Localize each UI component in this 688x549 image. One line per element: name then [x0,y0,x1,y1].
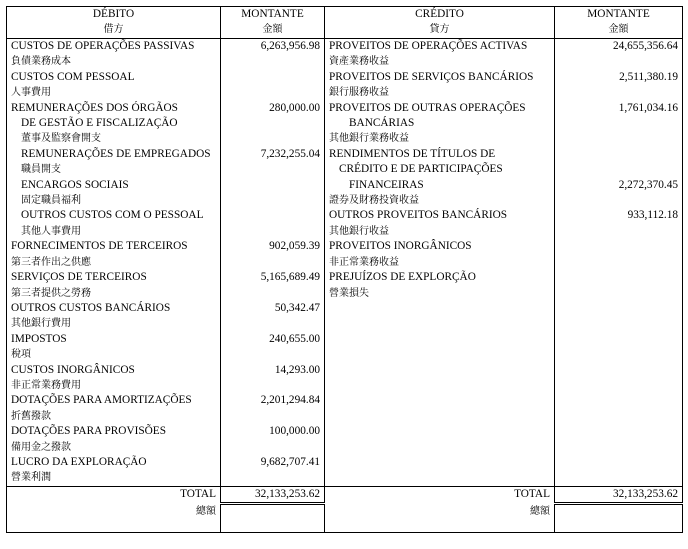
debit-amount [221,70,325,85]
table-row [7,54,683,69]
debit-amount: 9,682,707.41 [221,455,325,470]
credit-item: 非正常業務收益 [325,255,555,270]
credit-item [325,301,555,316]
table-row [7,162,683,177]
debit-amount: 280,000.00 [221,101,325,116]
debit-item: 董事及監察會開支 [7,131,221,146]
debit-item: 第三者作出之供應 [7,255,221,270]
credit-item: 其他銀行收益 [325,224,555,239]
credit-item [325,347,555,362]
debit-item: 其他銀行費用 [7,316,221,331]
debit-amount: 100,000.00 [221,424,325,439]
debit-amount [221,178,325,193]
credit-item [325,378,555,393]
debit-item: 非正常業務費用 [7,378,221,393]
statement-rows [7,39,683,487]
debit-item: 其他人事費用 [7,224,221,239]
debit-amount [221,440,325,455]
debit-item: DE GESTÃO E FISCALIZAÇÃO [7,116,221,131]
debit-item: CUSTOS DE OPERAÇÕES PASSIVAS [7,39,221,55]
credit-amount: 2,511,380.19 [555,70,683,85]
table-row [7,470,683,486]
credit-item: 其他銀行業務收益 [325,131,555,146]
credit-amount [555,286,683,301]
table-row [7,178,683,193]
debit-total-blank [221,504,325,533]
table-row [7,224,683,239]
table-row [7,316,683,331]
credit-item [325,363,555,378]
credit-amount [555,378,683,393]
debit-amount: 902,059.39 [221,239,325,254]
credit-total-amount: 32,133,253.62 [555,486,683,503]
debit-amount: 7,232,255.04 [221,147,325,162]
credit-item [325,393,555,408]
credit-item: PROVEITOS DE OUTRAS OPERAÇÕES [325,101,555,116]
credit-amount [555,85,683,100]
credit-item: RENDIMENTOS DE TÍTULOS DE [325,147,555,162]
total-row [7,486,683,503]
table-row [7,393,683,408]
credit-header: CRÉDITO 貸方 [325,7,555,39]
debit-amount: 14,293.00 [221,363,325,378]
debit-amount [221,131,325,146]
credit-item [325,440,555,455]
debit-item: REMUNERAÇÕES DOS ÓRGÃOS [7,101,221,116]
credit-amount [555,224,683,239]
credit-amount [555,409,683,424]
debit-amount [221,162,325,177]
debit-item: 人事費用 [7,85,221,100]
credit-amount [555,393,683,408]
debit-item: 職員開支 [7,162,221,177]
debit-item: OUTROS CUSTOS BANCÁRIOS [7,301,221,316]
credit-amount [555,470,683,486]
debit-total-label-zh: 總額 [7,504,221,533]
debit-amount [221,193,325,208]
header-row [7,7,683,39]
credit-item: 銀行服務收益 [325,85,555,100]
debit-item: FORNECIMENTOS DE TERCEIROS [7,239,221,254]
debit-item: DOTAÇÕES PARA AMORTIZAÇÕES [7,393,221,408]
debit-item: REMUNERAÇÕES DE EMPREGADOS [7,147,221,162]
debit-header: DÉBITO 借方 [7,7,221,39]
debit-amount [221,347,325,362]
table-row [7,39,683,55]
credit-amount [555,440,683,455]
credit-item: CRÉDITO E DE PARTICIPAÇÕES [325,162,555,177]
table-row [7,116,683,131]
debit-amount [221,378,325,393]
table-row [7,301,683,316]
credit-amount [555,301,683,316]
table-row [7,70,683,85]
debit-item: OUTROS CUSTOS COM O PESSOAL [7,208,221,223]
debit-amount [221,208,325,223]
credit-item: FINANCEIRAS [325,178,555,193]
debit-item: 第三者提供之勞務 [7,286,221,301]
debit-total-label: TOTAL [7,486,221,503]
credit-item [325,470,555,486]
credit-amount [555,54,683,69]
debit-amount: 240,655.00 [221,332,325,347]
debit-amount [221,224,325,239]
credit-amount-header: MONTANTE 金額 [555,7,683,39]
debit-amount [221,85,325,100]
credit-item: 營業損失 [325,286,555,301]
table-row [7,270,683,285]
table-row [7,440,683,455]
credit-item [325,409,555,424]
credit-amount [555,332,683,347]
table-row [7,347,683,362]
credit-amount [555,193,683,208]
credit-amount [555,131,683,146]
credit-item: PREJUÍZOS DE EXPLORÇÃO [325,270,555,285]
debit-amount-header: MONTANTE 金額 [221,7,325,39]
debit-item: IMPOSTOS [7,332,221,347]
credit-item [325,424,555,439]
credit-amount [555,363,683,378]
debit-amount: 2,201,294.84 [221,393,325,408]
credit-item: PROVEITOS INORGÂNICOS [325,239,555,254]
credit-amount: 1,761,034.16 [555,101,683,116]
credit-item: 證券及財務投資收益 [325,193,555,208]
table-row [7,286,683,301]
debit-item: 折舊撥款 [7,409,221,424]
debit-item: DOTAÇÕES PARA PROVISÕES [7,424,221,439]
credit-total-blank [555,504,683,533]
total-zh-row [7,504,683,533]
table-row [7,85,683,100]
credit-item [325,316,555,331]
table-row [7,208,683,223]
table-row [7,239,683,254]
credit-item: PROVEITOS DE OPERAÇÕES ACTIVAS [325,39,555,55]
credit-amount [555,347,683,362]
debit-item: 備用金之撥款 [7,440,221,455]
credit-amount [555,316,683,331]
credit-item [325,332,555,347]
debit-amount [221,54,325,69]
table-row [7,101,683,116]
debit-item: CUSTOS COM PESSOAL [7,70,221,85]
credit-item: PROVEITOS DE SERVIÇOS BANCÁRIOS [325,70,555,85]
table-row [7,424,683,439]
debit-amount [221,286,325,301]
debit-amount [221,409,325,424]
table-row [7,332,683,347]
table-row [7,147,683,162]
table-row [7,363,683,378]
table-row [7,193,683,208]
credit-amount [555,147,683,162]
table-row [7,409,683,424]
debit-item: 負債業務成本 [7,54,221,69]
table-row [7,255,683,270]
table-row [7,378,683,393]
credit-amount [555,424,683,439]
credit-amount: 24,655,356.64 [555,39,683,55]
debit-amount: 50,342.47 [221,301,325,316]
debit-amount [221,255,325,270]
debit-item: 營業利潤 [7,470,221,486]
credit-amount: 2,272,370.45 [555,178,683,193]
debit-amount [221,116,325,131]
debit-item: 稅項 [7,347,221,362]
debit-item: CUSTOS INORGÂNICOS [7,363,221,378]
debit-item: ENCARGOS SOCIAIS [7,178,221,193]
credit-item: OUTROS PROVEITOS BANCÁRIOS [325,208,555,223]
debit-item: SERVIÇOS DE TERCEIROS [7,270,221,285]
credit-amount [555,239,683,254]
table-row [7,131,683,146]
profit-and-loss-statement [6,6,683,533]
credit-amount [555,270,683,285]
table-row [7,455,683,470]
credit-amount: 933,112.18 [555,208,683,223]
credit-amount [555,162,683,177]
debit-amount [221,316,325,331]
credit-item [325,455,555,470]
debit-amount: 6,263,956.98 [221,39,325,55]
debit-amount: 5,165,689.49 [221,270,325,285]
credit-item: 資產業務收益 [325,54,555,69]
credit-item: BANCÁRIAS [325,116,555,131]
debit-total-amount: 32,133,253.62 [221,486,325,503]
credit-amount [555,116,683,131]
credit-total-label: TOTAL [325,486,555,503]
debit-item: LUCRO DA EXPLORAÇÃO [7,455,221,470]
debit-item: 固定職員福利 [7,193,221,208]
credit-amount [555,455,683,470]
credit-total-label-zh: 總額 [325,504,555,533]
debit-amount [221,470,325,486]
credit-amount [555,255,683,270]
